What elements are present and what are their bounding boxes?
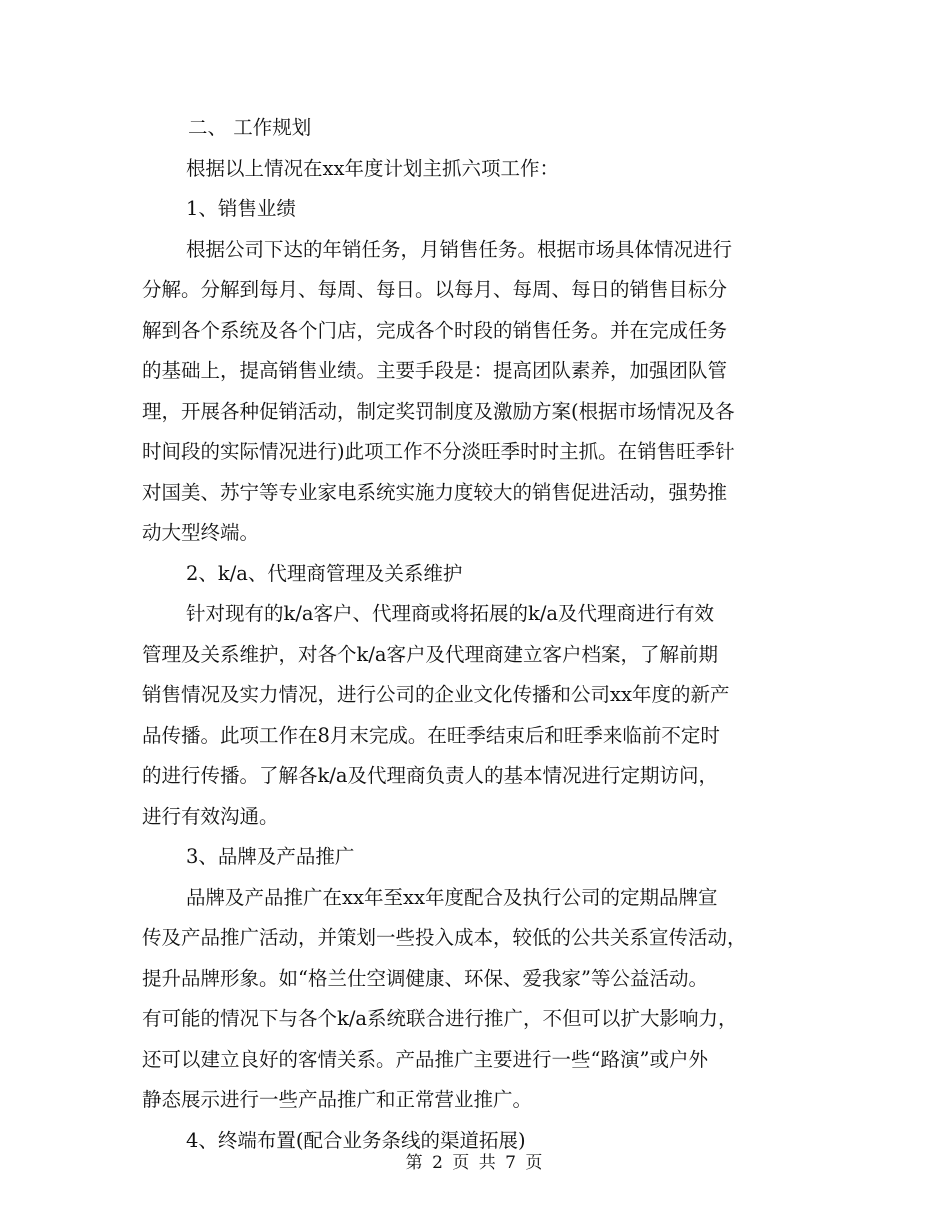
text-line: 3、品牌及产品推广 (186, 845, 355, 868)
text-line: 针对现有的k/a客户、代理商或将拓展的k/a及代理商进行有效 (186, 602, 715, 625)
text-line: 提升品牌形象。如“格兰仕空调健康、环保、爱我家”等公益活动。 (142, 966, 708, 990)
text-line: 根据以上情况在xx年度计划主抓六项工作： (186, 156, 559, 180)
text-line: 对国美、苏宁等专业家电系统实施力度较大的销售促进活动，强势推 (142, 480, 728, 504)
section-heading: 二、 工作规划 (188, 116, 312, 139)
text-line: 进行有效沟通。 (142, 804, 279, 828)
text-line: 解到各个系统及各个门店，完成各个时段的销售任务。并在完成任务 (142, 318, 728, 342)
text-line: 理，开展各种促销活动，制定奖罚制度及激励方案(根据市场情况及各 (142, 399, 735, 423)
text-line: 销售情况及实力情况，进行公司的企业文化传播和公司xx年度的新产 (142, 683, 730, 706)
text-line: 分解。分解到每月、每周、每日。以每月、每周、每日的销售目标分 (142, 278, 728, 301)
text-line: 的进行传播。了解各k/a及代理商负责人的基本情况进行定期访问， (142, 764, 719, 787)
text-line: 根据公司下达的年销任务，月销售任务。根据市场具体情况进行 (186, 237, 733, 261)
text-line: 1、销售业绩 (186, 197, 296, 220)
text-line: 有可能的情况下与各个k/a系统联合进行推广，不但可以扩大影响力， (142, 1007, 738, 1030)
text-line: 2、k/a、代理商管理及关系维护 (186, 561, 463, 585)
text-line: 动大型终端。 (142, 521, 260, 544)
text-line: 管理及关系维护，对各个k/a客户及代理商建立客户档案，了解前期 (142, 642, 719, 666)
text-line: 品牌及产品推广在xx年至xx年度配合及执行公司的定期品牌宣 (186, 885, 718, 909)
document-body (142, 108, 812, 1161)
text-line: 时间段的实际情况进行)此项工作不分淡旺季时时主抓。在销售旺季针 (142, 440, 735, 463)
text-line: 还可以建立良好的客情关系。产品推广主要进行一些“路演”或户外 (142, 1047, 708, 1071)
text-line: 传及产品推广活动，并策划一些投入成本，较低的公共关系宣传活动， (142, 926, 747, 949)
text-line: 静态展示进行一些产品推广和正常营业推广。 (142, 1088, 533, 1111)
text-line: 的基础上，提高销售业绩。主要手段是：提高团队素养，加强团队管 (142, 359, 728, 382)
page-footer: 第 2 页 共 7 页 (405, 1153, 545, 1173)
text-line: 4、终端布置(配合业务条线的渠道拓展) (186, 1128, 526, 1152)
text-line: 品传播。此项工作在8月末完成。在旺季结束后和旺季来临前不定时 (142, 723, 720, 747)
